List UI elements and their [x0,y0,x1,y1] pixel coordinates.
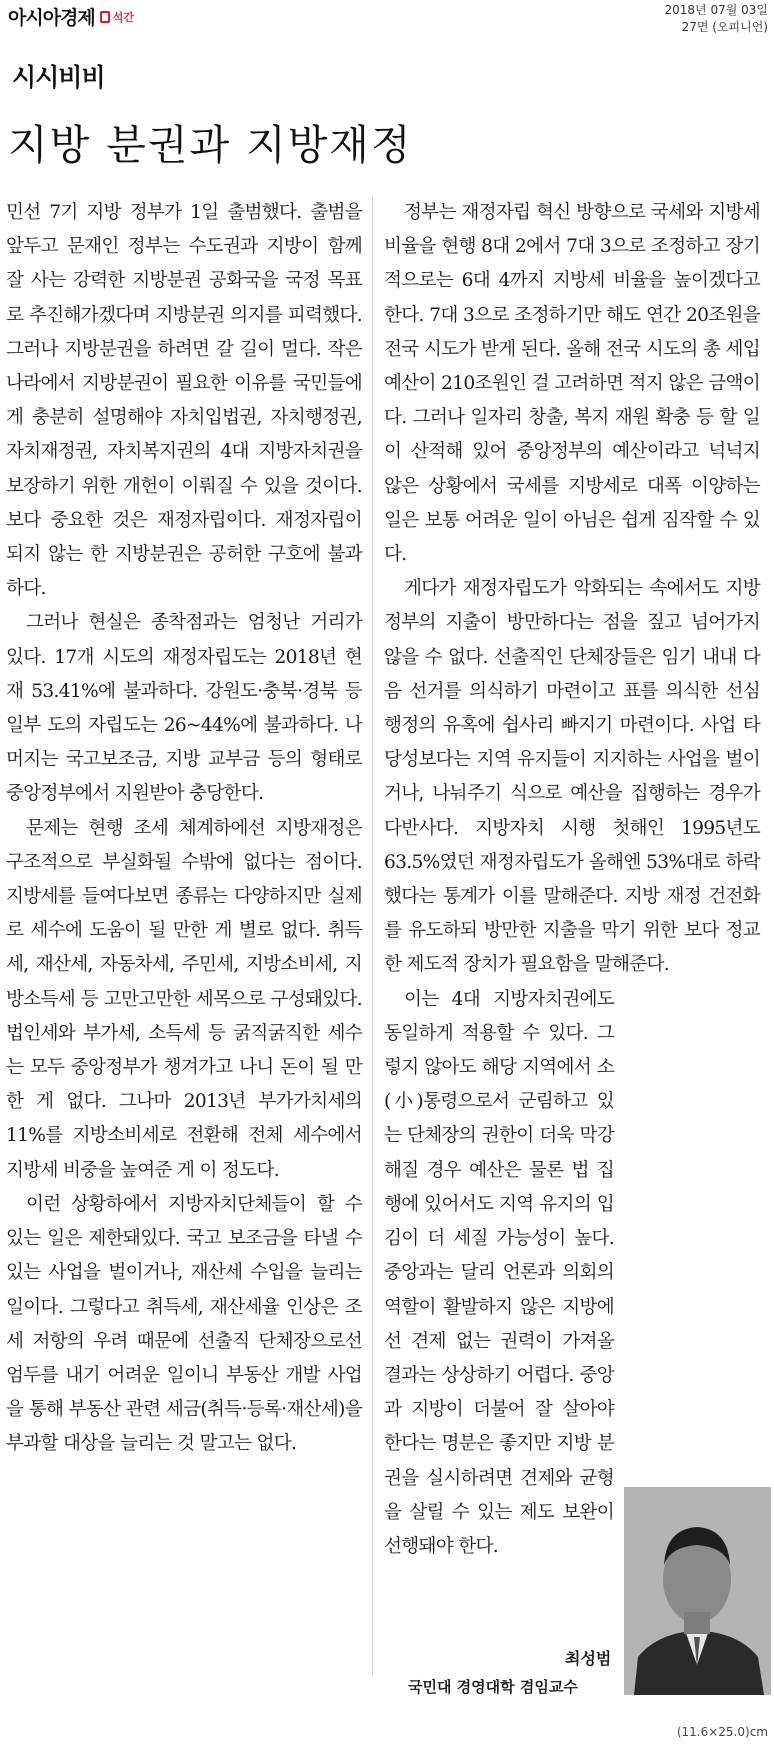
article-column-right [384,196,760,1564]
paper-name: 아시아경제 [8,7,95,29]
article-paragraph: 정부는 재정자립 혁신 방향으로 국세와 지방세 비율을 현행 8대 2에서 7대 3으로 조정하고 장기적으로는 6대 4까지 지방세 비율을 높이겠다고 한다. 7대 3으로 조정하기만 해도 연간 20조원을 전국 시도가 받게 된다. 올해 전국 시도의 총 세입 예산이 210조원인 걸 고려하면 적지 않은 금액이다. 그러나 일자리 창출, 복지 재원 확충 등 할 일이 산적해 있어 중앙정부의 예산이라고 넉넉지 않은 상황에서 국세를 지방세로 대폭 이양하는 일은 보통 어려운 일이 아님은 쉽게 짐작할 수 있다. [384,202,760,566]
article-paragraph: 문제는 현행 조세 체계하에선 지방재정은 구조적으로 부실화될 수밖에 없다는 점이다. 지방세를 들여다보면 종류는 다양하지만 실제로 세수에 도움이 될 만한 게 별로 없다. 취득세, 재산세, 자동차세, 주민세, 지방소비세, 지방소득세 등 고만고만한 세목으로 구성돼있다. 법인세와 부가세, 소득세 등 굵직굵직한 세수는 모두 중앙정부가 챙겨가고 나니 돈이 될 만한 게 없다. 그나마 2013년 부가가치세의 11%를 지방소비세로 전환해 전체 세수에서 지방세 비중을 높여준 게 이 정도다. [6,817,362,1181]
publication-date: 2018년 07월 03일 [664,3,768,17]
article-paragraph: 이는 4대 지방자치권에도 동일하게 적용할 수 있다. 그렇지 않아도 해당 지역에서 소(小)통령으로서 군림하고 있는 단체장의 권한이 더욱 막강해질 경우 예산은 물론 법 집행에 있어서도 지역 유지의 입김이 더 세질 가능성이 높다. 중앙과는 달리 언론과 의회의 역할이 활발하지 않은 지방에선 견제 없는 권력이 가져올 결과는 상상하기 어렵다. 중앙과 지방이 더불어 잘 살아야 한다는 명분은 좋지만 지방 분권을 실시하려면 견제와 균형을 살릴 수 있는 제도 보완이 선행돼야 한다. [384,988,614,1557]
article-column-left [6,196,362,1462]
column-divider [372,196,373,1676]
author-photo [624,1487,771,1695]
author-portrait-image [624,1487,771,1695]
publication-meta [665,2,768,36]
article-paragraph: 그러나 현실은 종착점과는 엄청난 거리가 있다. 17개 시도의 재정자립도는 2018년 현재 53.41%에 불과하다. 강원도·충북·경북 등 일부 도의 자립도는 26~44%에 불과하다. 나머지는 국고보조금, 지방 교부금 등의 형태로 중앙정부에서 지원받아 충당한다. [6,612,362,805]
author-title: 국민대 경영대학 겸임교수 [408,1678,578,1696]
masthead [8,3,134,33]
article-paragraph: 이런 상황하에서 지방자치단체들이 할 수 있는 일은 제한돼있다. 국고 보조금을 타낼 수 있는 사업을 벌이거나, 재산세 수입을 늘리는 일이다. 그렇다고 취득세, 재산세율 인상은 조세 저항의 우려 때문에 선출직 단체장으로선 엄두를 내기 어려운 일이니 부동산 개발 사업을 통해 부동산 관련 세금(취득·등록·재산세)을 부과할 대상을 늘리는 것 말고는 없다. [6,1193,362,1455]
author-name: 최성범 [565,1649,612,1668]
column-name: 시시비비 [12,63,105,92]
article-paragraph: 게다가 재정자립도가 악화되는 속에서도 지방 정부의 지출이 방만하다는 점을 짚고 넘어가지 않을 수 없다. 선출직인 단체장들은 임기 내내 다음 선거를 의식하기 마련이고 표를 의식한 선심 행정의 유혹에 쉽사리 빠지기 마련이다. 사업 타당성보다는 지역 유지들이 지지하는 사업을 벌이거나, 나눠주기 식으로 예산을 집행하는 경우가 다반사다. 지방자치 시행 첫해인 1995년도 63.5%였던 재정자립도가 올해엔 53%대로 하락했다는 통계가 이를 말해준다. 지방 재정 건전화를 유도하되 방만한 지출을 막기 위한 보다 정교한 제도적 장치가 필요함을 말해준다. [384,578,760,976]
clipping-size-note: (11.6×25.0)cm [676,1725,768,1739]
page-info: 27면 (오피니언) [681,20,768,34]
edition-icon [100,11,110,23]
article-paragraph: 민선 7기 지방 정부가 1일 출범했다. 출범을 앞두고 문재인 정부는 수도권과 지방이 함께 잘 사는 강력한 지방분권 공화국을 국정 목표로 추진해가겠다며 지방분권 의지를 피력했다. 그러나 지방분권을 하려면 갈 길이 멀다. 작은 나라에서 지방분권이 필요한 이유를 국민들에게 충분히 설명해야 자치입법권, 자치행정권, 자치재정권, 자치복지권의 4대 지방자치권을 보장하기 위한 개헌이 이뤄질 수 있을 것이다. 보다 중요한 것은 재정자립이다. 재정자립이 되지 않는 한 지방분권은 공허한 구호에 불과하다. [6,202,362,600]
edition-label: 석간 [112,10,135,24]
headline: 지방 분권과 지방재정 [8,121,413,169]
